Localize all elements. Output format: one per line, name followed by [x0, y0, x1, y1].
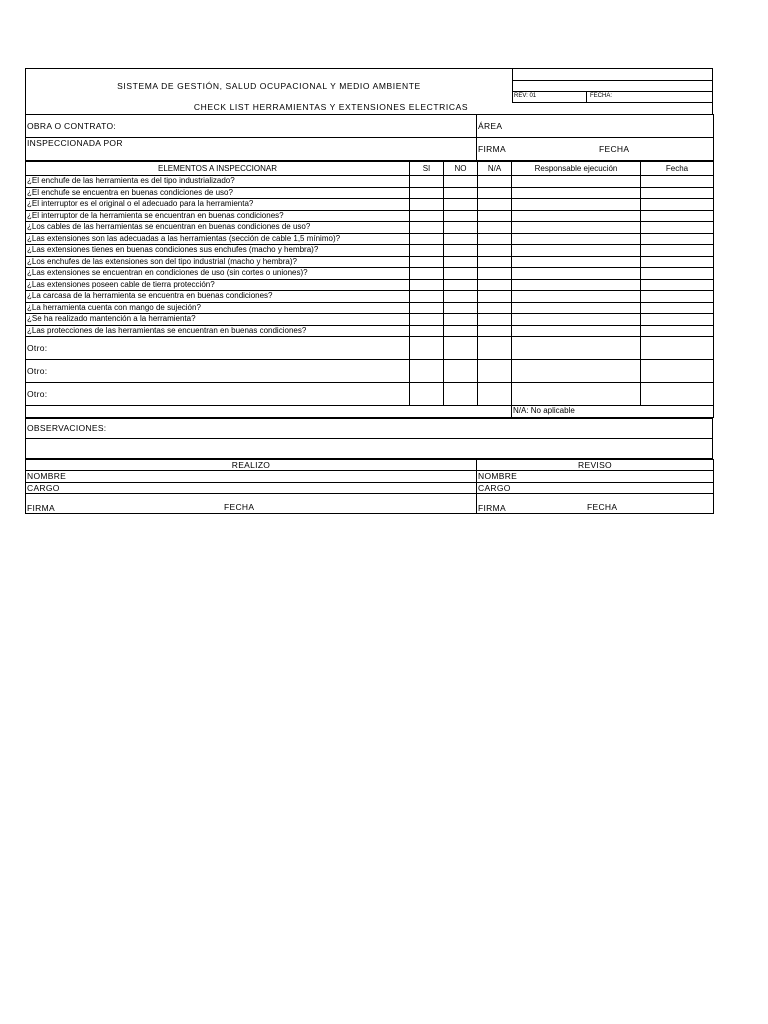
- realizo-header: REALIZO: [26, 459, 477, 471]
- responsable-cell[interactable]: [512, 337, 641, 360]
- realizo-nombre[interactable]: NOMBRE: [26, 471, 477, 483]
- responsable-cell[interactable]: [512, 291, 641, 303]
- fecha-cell[interactable]: [641, 256, 714, 268]
- na-cell[interactable]: [478, 233, 512, 245]
- no-cell[interactable]: [444, 360, 478, 383]
- si-cell[interactable]: [410, 337, 444, 360]
- table-row: [26, 314, 714, 326]
- na-cell[interactable]: [478, 325, 512, 337]
- table-row: [26, 279, 714, 291]
- si-cell[interactable]: [410, 268, 444, 280]
- observaciones-field[interactable]: [26, 438, 713, 458]
- fecha-cell[interactable]: [641, 233, 714, 245]
- header-divider: [586, 92, 587, 103]
- no-cell[interactable]: [444, 222, 478, 234]
- si-cell[interactable]: [410, 176, 444, 188]
- si-cell[interactable]: [410, 279, 444, 291]
- na-cell[interactable]: [478, 291, 512, 303]
- na-cell[interactable]: [478, 360, 512, 383]
- responsable-cell[interactable]: [512, 233, 641, 245]
- si-cell[interactable]: [410, 314, 444, 326]
- si-cell[interactable]: [410, 383, 444, 406]
- no-cell[interactable]: [444, 291, 478, 303]
- na-cell[interactable]: [478, 337, 512, 360]
- si-cell[interactable]: [410, 360, 444, 383]
- question-text: ¿Las extensiones se encuentran en condiciones de uso (sin cortes o uniones)?: [26, 268, 410, 280]
- fecha-cell[interactable]: [641, 210, 714, 222]
- question-text: ¿Las extensiones son las adecuadas a las herramientas (sección de cable 1,5 mínimo)?: [26, 233, 410, 245]
- no-cell[interactable]: [444, 187, 478, 199]
- no-cell[interactable]: [444, 268, 478, 280]
- responsable-cell[interactable]: [512, 314, 641, 326]
- table-row: [26, 222, 714, 234]
- realizo-firma: FIRMA: [27, 503, 55, 513]
- table-row: [26, 268, 714, 280]
- responsable-cell[interactable]: [512, 199, 641, 211]
- reviso-header: REVISO: [477, 459, 714, 471]
- col-header: Fecha: [641, 162, 714, 176]
- responsable-cell[interactable]: [512, 210, 641, 222]
- na-cell[interactable]: [478, 383, 512, 406]
- col-header: N/A: [478, 162, 512, 176]
- si-cell[interactable]: [410, 187, 444, 199]
- form-header: [25, 68, 713, 114]
- na-cell[interactable]: [478, 222, 512, 234]
- blank-cell: [26, 406, 512, 418]
- si-cell[interactable]: [410, 199, 444, 211]
- table-row: [26, 210, 714, 222]
- no-cell[interactable]: [444, 279, 478, 291]
- table-row: [26, 256, 714, 268]
- fecha-cell[interactable]: [641, 187, 714, 199]
- na-cell[interactable]: [478, 256, 512, 268]
- question-text: ¿Se ha realizado mantención a la herramienta?: [26, 314, 410, 326]
- fecha-cell[interactable]: [641, 199, 714, 211]
- inspeccionada-field[interactable]: INSPECCIONADA POR: [26, 138, 477, 161]
- header-date-label: FECHA:: [590, 93, 613, 99]
- otro-row: [26, 360, 714, 383]
- no-cell[interactable]: [444, 256, 478, 268]
- no-cell[interactable]: [444, 233, 478, 245]
- no-cell[interactable]: [444, 302, 478, 314]
- table-row: [26, 245, 714, 257]
- realizo-cargo[interactable]: CARGO: [26, 482, 477, 494]
- question-text: ¿El enchufe de las herramienta es del tipo industrializado?: [26, 176, 410, 188]
- otro-label[interactable]: Otro:: [26, 337, 410, 360]
- fecha-cell[interactable]: [641, 279, 714, 291]
- fecha-cell[interactable]: [641, 383, 714, 406]
- question-text: ¿El enchufe se encuentra en buenas condiciones de uso?: [26, 187, 410, 199]
- na-cell[interactable]: [478, 245, 512, 257]
- responsable-cell[interactable]: [512, 268, 641, 280]
- na-cell[interactable]: [478, 279, 512, 291]
- otros-body: [26, 337, 714, 406]
- table-row: [26, 199, 714, 211]
- no-cell[interactable]: [444, 210, 478, 222]
- col-header: NO: [444, 162, 478, 176]
- fecha-cell[interactable]: [641, 222, 714, 234]
- fecha-label: FECHA: [599, 144, 630, 154]
- na-note: N/A: No aplicable: [512, 406, 714, 418]
- fecha-cell[interactable]: [641, 291, 714, 303]
- fecha-cell[interactable]: [641, 337, 714, 360]
- fecha-cell[interactable]: [641, 360, 714, 383]
- no-cell[interactable]: [444, 383, 478, 406]
- table-row: [26, 325, 714, 337]
- col-header: Responsable ejecución: [512, 162, 641, 176]
- table-row: [26, 291, 714, 303]
- responsable-cell[interactable]: [512, 302, 641, 314]
- header-line: [512, 91, 712, 92]
- fecha-cell[interactable]: [641, 245, 714, 257]
- questions-body: [26, 176, 714, 337]
- no-cell[interactable]: [444, 314, 478, 326]
- responsable-cell[interactable]: [512, 187, 641, 199]
- inspection-table: [25, 161, 714, 418]
- reviso-fecha: FECHA: [587, 502, 618, 512]
- reviso-firma-fecha[interactable]: [477, 494, 714, 514]
- si-cell[interactable]: [410, 256, 444, 268]
- checklist-form: [25, 68, 713, 514]
- na-note-row: [26, 406, 714, 418]
- fecha-cell[interactable]: [641, 314, 714, 326]
- realizo-firma-fecha[interactable]: [26, 494, 477, 514]
- fecha-cell[interactable]: [641, 176, 714, 188]
- table-row: [26, 187, 714, 199]
- question-text: ¿El interruptor de la herramienta se encuentran en buenas condiciones?: [26, 210, 410, 222]
- otro-label[interactable]: Otro:: [26, 383, 410, 406]
- observations-table: [25, 418, 713, 459]
- responsable-cell[interactable]: [512, 325, 641, 337]
- realizo-fecha: FECHA: [224, 502, 255, 512]
- si-cell[interactable]: [410, 325, 444, 337]
- question-text: ¿El interruptor es el original o el adecuado para la herramienta?: [26, 199, 410, 211]
- responsable-cell[interactable]: [512, 279, 641, 291]
- reviso-firma: FIRMA: [478, 503, 506, 513]
- no-cell[interactable]: [444, 245, 478, 257]
- si-cell[interactable]: [410, 233, 444, 245]
- signature-table: [25, 459, 714, 515]
- reviso-cargo[interactable]: CARGO: [477, 482, 714, 494]
- otro-label[interactable]: Otro:: [26, 360, 410, 383]
- no-cell[interactable]: [444, 337, 478, 360]
- header-divider: [512, 69, 513, 103]
- header-line: [512, 102, 712, 103]
- table-row: [26, 302, 714, 314]
- form-subtitle: CHECK LIST HERRAMIENTAS Y EXTENSIONES ELECTRICAS: [193, 102, 469, 112]
- na-cell[interactable]: [478, 268, 512, 280]
- reviso-nombre[interactable]: NOMBRE: [477, 471, 714, 483]
- info-table: [25, 114, 714, 161]
- na-cell[interactable]: [478, 187, 512, 199]
- no-cell[interactable]: [444, 199, 478, 211]
- na-cell[interactable]: [478, 302, 512, 314]
- area-field[interactable]: ÁREA: [477, 115, 714, 138]
- question-text: ¿Las extensiones poseen cable de tierra protección?: [26, 279, 410, 291]
- form-title: SISTEMA DE GESTIÓN, SALUD OCUPACIONAL Y MEDIO AMBIENTE: [117, 81, 421, 91]
- question-text: ¿Las protecciones de las herramientas se encuentran en buenas condiciones?: [26, 325, 410, 337]
- responsable-cell[interactable]: [512, 256, 641, 268]
- table-row: [26, 233, 714, 245]
- fecha-cell[interactable]: [641, 302, 714, 314]
- table-header-row: [26, 162, 714, 176]
- si-cell[interactable]: [410, 291, 444, 303]
- otro-row: [26, 383, 714, 406]
- si-cell[interactable]: [410, 222, 444, 234]
- question-text: ¿Los cables de las herramientas se encuentran en buenas condiciones de uso?: [26, 222, 410, 234]
- revision-label: REV: 01: [514, 93, 537, 99]
- table-row: [26, 176, 714, 188]
- question-text: ¿Los enchufes de las extensiones son del tipo industrial (macho y hembra)?: [26, 256, 410, 268]
- na-cell[interactable]: [478, 199, 512, 211]
- col-header: ELEMENTOS A INSPECCIONAR: [26, 162, 410, 176]
- na-cell[interactable]: [478, 176, 512, 188]
- si-cell[interactable]: [410, 210, 444, 222]
- no-cell[interactable]: [444, 325, 478, 337]
- responsable-cell[interactable]: [512, 222, 641, 234]
- header-line: [512, 80, 712, 81]
- fecha-cell[interactable]: [641, 325, 714, 337]
- responsable-cell[interactable]: [512, 383, 641, 406]
- observaciones-label[interactable]: OBSERVACIONES:: [26, 418, 713, 438]
- firma-fecha-field[interactable]: [477, 138, 714, 161]
- si-cell[interactable]: [410, 245, 444, 257]
- question-text: ¿La carcasa de la herramienta se encuentra en buenas condiciones?: [26, 291, 410, 303]
- si-cell[interactable]: [410, 302, 444, 314]
- na-cell[interactable]: [478, 210, 512, 222]
- na-cell[interactable]: [478, 314, 512, 326]
- fecha-cell[interactable]: [641, 268, 714, 280]
- firma-label: FIRMA: [478, 144, 506, 154]
- question-text: ¿La herramienta cuenta con mango de sujeción?: [26, 302, 410, 314]
- responsable-cell[interactable]: [512, 245, 641, 257]
- col-header: SI: [410, 162, 444, 176]
- otro-row: [26, 337, 714, 360]
- no-cell[interactable]: [444, 176, 478, 188]
- responsable-cell[interactable]: [512, 176, 641, 188]
- question-text: ¿Las extensiones tienes en buenas condiciones sus enchufes (macho y hembra)?: [26, 245, 410, 257]
- responsable-cell[interactable]: [512, 360, 641, 383]
- obra-field[interactable]: OBRA O CONTRATO:: [26, 115, 477, 138]
